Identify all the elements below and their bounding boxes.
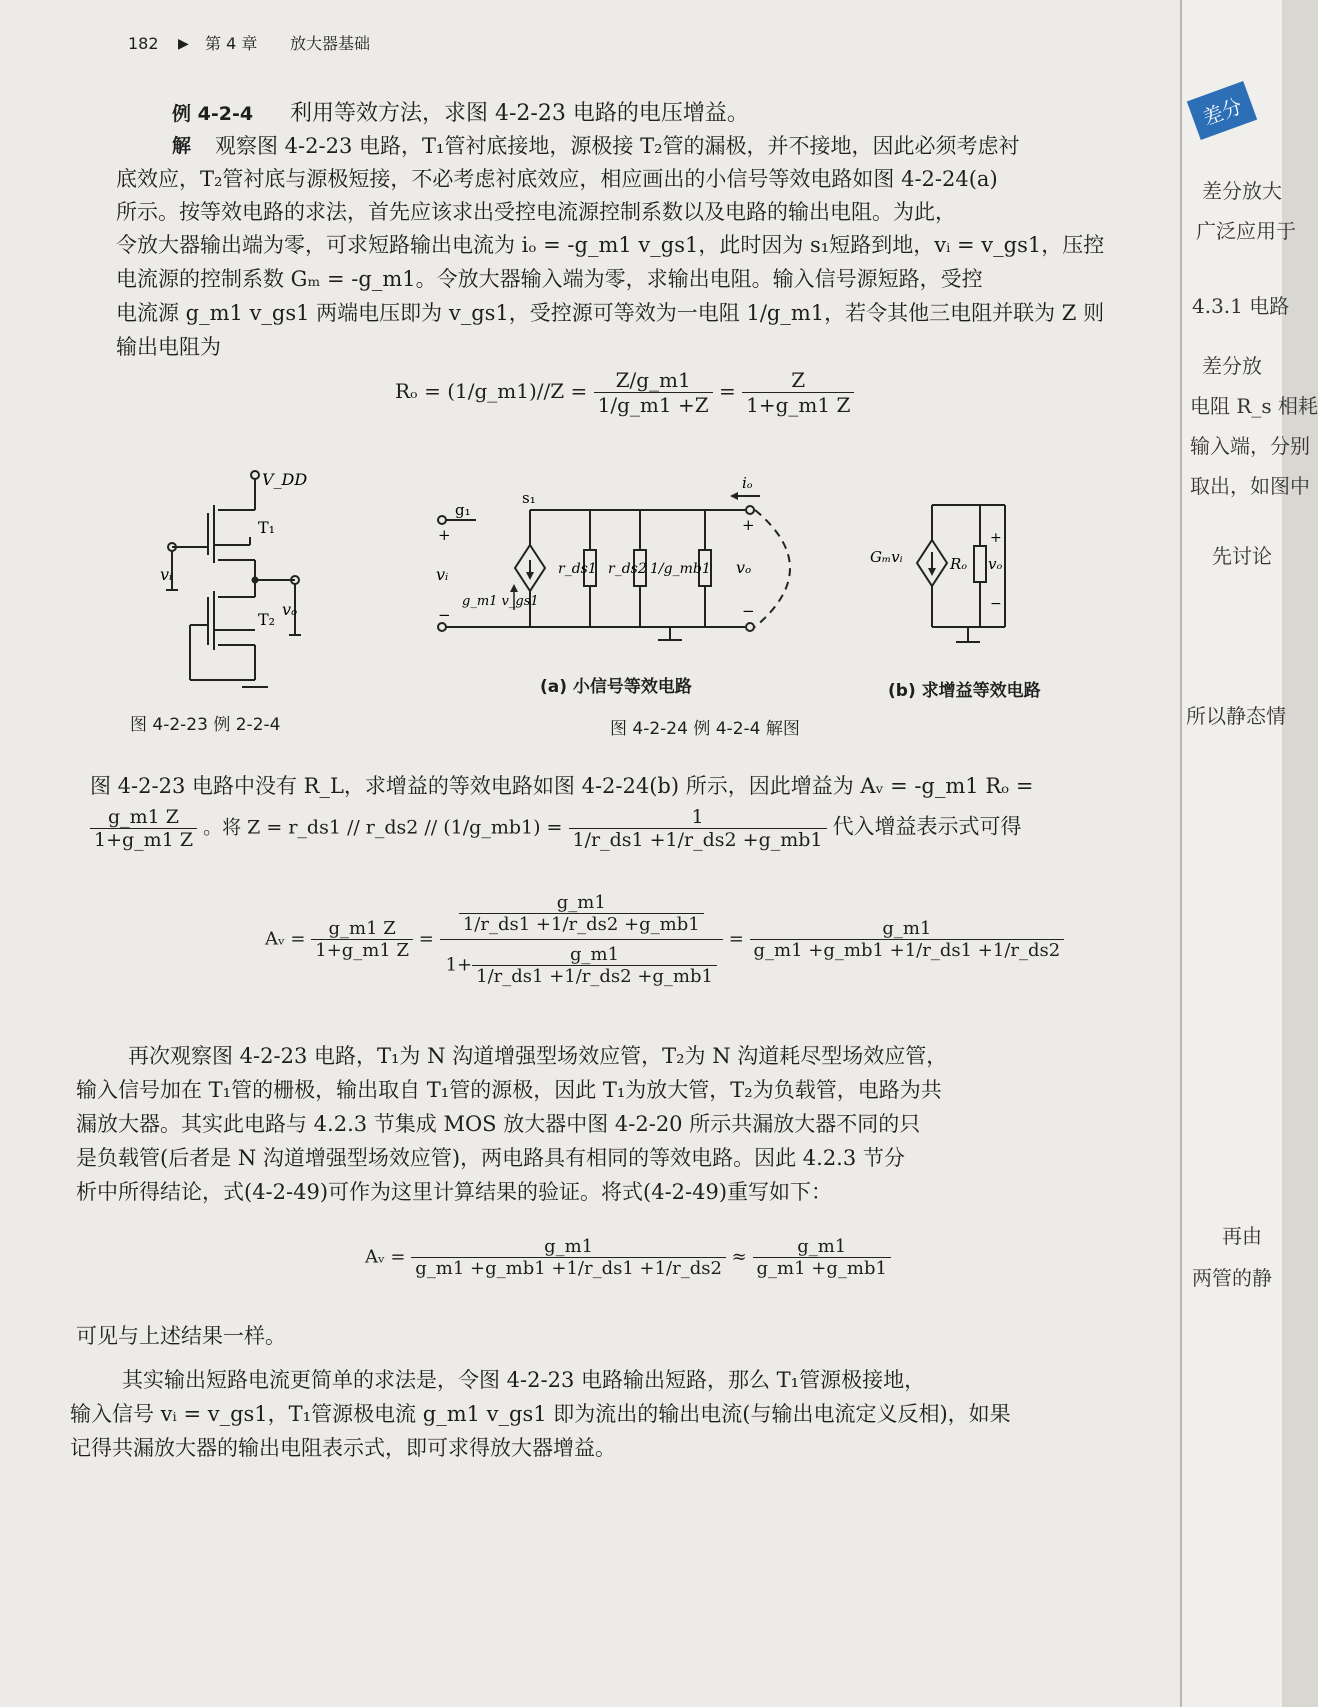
example-label: 例 4-2-4 bbox=[172, 103, 254, 125]
para3-line: 析中所得结论，式(4-2-49)可作为这里计算结果的验证。将式(4-2-49)重写如下： bbox=[76, 1180, 833, 1204]
rds2-label: r_ds2 bbox=[608, 561, 647, 577]
eq2-lhs: Aᵥ = bbox=[265, 928, 306, 950]
arrow-icon: ▶ bbox=[178, 36, 189, 52]
eq1-num1: Z/g_m1 bbox=[594, 368, 713, 393]
para2-mid: 。将 Z = r_ds1 // r_ds2 // (1/g_mb1) = bbox=[203, 816, 563, 839]
out-plus: + bbox=[742, 516, 755, 534]
g1-label: g₁ bbox=[455, 501, 471, 519]
vo-label: vₒ bbox=[282, 600, 298, 619]
neighbor-line: 差分放大 bbox=[1202, 179, 1282, 203]
io-label: iₒ bbox=[742, 474, 753, 492]
gain-frac bbox=[90, 806, 197, 851]
z-num: 1 bbox=[569, 806, 827, 829]
eq3-num2: g_m1 bbox=[753, 1236, 891, 1258]
eq2-result-frac bbox=[750, 918, 1065, 961]
neighbor-line: 两管的静 bbox=[1192, 1266, 1272, 1290]
para3-line: 是负载管(后者是 N 沟道增强型场效应管)，两电路具有相同的等效电路。因此 4.2.3 节分 bbox=[76, 1146, 905, 1170]
eq2-den1: 1+g_m1 Z bbox=[315, 940, 410, 961]
example-statement: 利用等效方法，求图 4-2-23 电路的电压增益。 bbox=[290, 101, 749, 126]
para5-line: 其实输出短路电流更简单的求法是，令图 4-2-23 电路输出短路，那么 T₁管源极接地， bbox=[122, 1368, 926, 1392]
eq2-cd-den: 1/r_ds1 +1/r_ds2 +g_mb1 bbox=[476, 966, 713, 987]
eq3-den2: g_m1 +g_mb1 bbox=[756, 1258, 887, 1279]
page-number: 182 bbox=[128, 34, 159, 53]
para3-line: 输入信号加在 T₁管的栅极，输出取自 T₁管的源极，因此 T₁为放大管，T₂为负载管，电路为共 bbox=[76, 1078, 942, 1102]
para3-line: 漏放大器。其实此电路与 4.2.3 节集成 MOS 放大器中图 4-2-20 所示共漏放大器不同的只 bbox=[76, 1112, 921, 1136]
para3-line: 再次观察图 4-2-23 电路，T₁为 N 沟道增强型场效应管，T₂为 N 沟道耗尽型场效应管， bbox=[128, 1044, 948, 1068]
eq1-den2: 1+g_m1 Z bbox=[746, 393, 851, 417]
eq2-num1: g_m1 Z bbox=[311, 918, 413, 940]
eq1-lhs: Rₒ = (1/g_m1)//Z = bbox=[395, 379, 588, 403]
eq1-num2: Z bbox=[742, 368, 854, 393]
figure-4-2-24b-schematic bbox=[870, 490, 1030, 660]
gmb-label: 1/g_mb1 bbox=[650, 561, 711, 577]
figure-4-2-23-schematic bbox=[150, 455, 330, 695]
neighbor-line: 4.3.1 电路 bbox=[1192, 294, 1290, 318]
eq3-lhs: Aᵥ = bbox=[365, 1246, 406, 1268]
eq2-rden: g_m1 +g_mb1 +1/r_ds1 +1/r_ds2 bbox=[753, 940, 1061, 961]
source-label: g_m1 v_gs1 bbox=[462, 594, 539, 609]
eq3-frac2 bbox=[753, 1236, 891, 1279]
solution-line: 输出电阻为 bbox=[116, 335, 221, 359]
figure-4-2-24b-caption: (b) 求增益等效电路 bbox=[888, 681, 1041, 701]
eq2-compound-frac bbox=[440, 888, 723, 991]
eq1-frac1 bbox=[594, 368, 713, 417]
eq3-num1: g_m1 bbox=[411, 1236, 726, 1258]
eq2-compound-num bbox=[440, 888, 723, 940]
eq1-equals: = bbox=[718, 379, 736, 403]
neighbor-section-tab: 差分 bbox=[1187, 81, 1257, 140]
z-den: 1/r_ds1 +1/r_ds2 +g_mb1 bbox=[572, 829, 823, 851]
eq3-frac1 bbox=[411, 1236, 726, 1279]
solution-line: 底效应，T₂管衬底与源极短接，不必考虑衬底效应，相应画出的小信号等效电路如图 4-2-24(a) bbox=[116, 167, 998, 191]
gmvi-label: Gₘvᵢ bbox=[870, 548, 903, 566]
eq2-cn-den: 1/r_ds1 +1/r_ds2 +g_mb1 bbox=[462, 914, 700, 935]
solution-line: 令放大器输出端为零，可求短路输出电流为 iₒ = -g_m1 v_gs1，此时因为 s₁短路到地，vᵢ = v_gs1，压控 bbox=[116, 233, 1105, 257]
solution-line: 电流源的控制系数 Gₘ = -g_m1。令放大器输入端为零，求输出电阻。输入信号源短路，受控 bbox=[116, 267, 983, 291]
neighbor-line: 电阻 R_s 相耗 bbox=[1190, 394, 1318, 418]
out-minus: − bbox=[742, 602, 755, 620]
eq2-cn-num: g_m1 bbox=[459, 892, 704, 914]
para5-line: 输入信号 vᵢ = v_gs1，T₁管源极电流 g_m1 v_gs1 即为流出的输出电流(与输出电流定义反相)，如果 bbox=[70, 1402, 1011, 1426]
neighbor-line: 广泛应用于 bbox=[1196, 219, 1296, 243]
eq2-rnum: g_m1 bbox=[750, 918, 1065, 940]
solution-line: 所示。按等效电路的求法，首先应该求出受控电流源控制系数以及电路的输出电阻。为此， bbox=[116, 200, 956, 224]
chapter-title: 放大器基础 bbox=[290, 34, 371, 53]
solution-label: 解 bbox=[172, 135, 192, 157]
para5-line: 记得共漏放大器的输出电阻表示式，即可求得放大器增益。 bbox=[70, 1436, 616, 1460]
equation-output-resistance bbox=[395, 368, 854, 417]
t2-label: T₂ bbox=[258, 610, 276, 629]
b-plus: + bbox=[990, 530, 1002, 546]
rds1-label: r_ds1 bbox=[558, 561, 597, 577]
neighbor-line: 先讨论 bbox=[1212, 544, 1272, 568]
chapter-label: 第 4 章 bbox=[205, 34, 258, 53]
eq3-den1: g_m1 +g_mb1 +1/r_ds1 +1/r_ds2 bbox=[415, 1258, 722, 1279]
t1-label: T₁ bbox=[258, 518, 276, 537]
gain-den: 1+g_m1 Z bbox=[94, 829, 194, 851]
para2-tail: 代入增益表示式可得 bbox=[832, 814, 1022, 839]
in-minus: − bbox=[438, 606, 451, 624]
eq2-compound-den bbox=[440, 940, 723, 991]
eq1-den1: 1/g_m1 +Z bbox=[597, 393, 709, 417]
neighbor-page-strip bbox=[1180, 0, 1318, 1707]
eq2-cd-num: g_m1 bbox=[472, 944, 717, 966]
eq1-frac2 bbox=[742, 368, 854, 417]
eq2-cd-frac bbox=[472, 944, 717, 987]
eq2-cn-frac bbox=[459, 892, 704, 935]
ro-label: Rₒ bbox=[950, 555, 968, 573]
vi-label-a: vᵢ bbox=[436, 565, 449, 584]
neighbor-line: 输入端，分别 bbox=[1190, 434, 1310, 458]
equation-gain: Aᵥ = $\frac{g\_m1 Z}{1+g\_m1 Z}$ = $\frac{g\_m1}{1/r\_ds1 +1/r\_ds2 +g\_mb1}$ 1+ $\frac{g\_m1}{1/r\_ds1 +1/r\_ds2 +g\_mb1}$ = $\frac{g\_m1}{g\_m1 +g\_mb1 +1/r\_ds1 +1/r\_ds2}$ bbox=[265, 888, 1064, 991]
figure-4-2-24-caption: 图 4-2-24 例 4-2-4 解图 bbox=[610, 719, 800, 739]
vo-label-a: vₒ bbox=[736, 558, 752, 577]
eq3-approx: ≈ bbox=[731, 1246, 747, 1268]
eq2-frac1 bbox=[311, 918, 413, 961]
equation-gain-rewritten bbox=[365, 1236, 891, 1279]
s1-label: s₁ bbox=[522, 489, 536, 507]
neighbor-line: 差分放 bbox=[1202, 354, 1262, 378]
para2-line1: 图 4-2-23 电路中没有 R_L，求增益的等效电路如图 4-2-24(b) 所示，因此增益为 Aᵥ = -g_m1 Rₒ = bbox=[90, 774, 1034, 798]
gain-num: g_m1 Z bbox=[90, 806, 197, 829]
vo-label-b: vₒ bbox=[988, 555, 1003, 573]
in-plus: + bbox=[438, 526, 451, 544]
neighbor-line: 取出，如图中 bbox=[1190, 474, 1310, 498]
neighbor-line: 所以静态情 bbox=[1186, 704, 1286, 728]
solution-line: 观察图 4-2-23 电路，T₁管衬底接地，源极接 T₂管的漏极，并不接地，因此必须考虑衬 bbox=[215, 134, 1020, 158]
b-minus: − bbox=[990, 596, 1002, 612]
neighbor-line: 再由 bbox=[1222, 1224, 1262, 1248]
eq2-cd-pre: 1+ bbox=[445, 954, 473, 976]
figure-4-2-24a-schematic bbox=[430, 470, 830, 650]
para4: 可见与上述结果一样。 bbox=[76, 1324, 286, 1348]
figure-4-2-24a-caption: (a) 小信号等效电路 bbox=[540, 677, 692, 697]
vi-label: vᵢ bbox=[160, 565, 173, 584]
figure-4-2-23-caption: 图 4-2-23 例 2-2-4 bbox=[130, 715, 281, 735]
para2-line2 bbox=[90, 806, 1022, 851]
vdd-label: V_DD bbox=[262, 470, 308, 489]
z-frac bbox=[569, 806, 827, 851]
solution-line: 电流源 g_m1 v_gs1 两端电压即为 v_gs1，受控源可等效为一电阻 1/g_m1，若令其他三电阻并联为 Z 则 bbox=[116, 301, 1105, 325]
